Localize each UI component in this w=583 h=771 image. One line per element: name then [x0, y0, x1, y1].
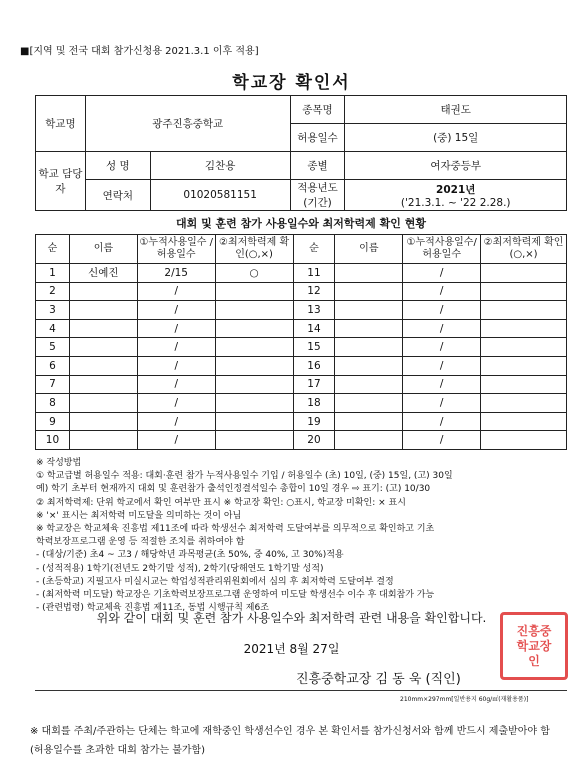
- cell-check2: [481, 431, 567, 450]
- cell-check2: [481, 264, 567, 283]
- cell-name2: [335, 431, 403, 450]
- cell-days: /: [137, 394, 215, 413]
- cell-days2: /: [403, 264, 481, 283]
- usage-rows: [36, 264, 567, 450]
- guide-line: ※ 학교장은 학교체육 진흥법 제11조에 따라 학생선수 최저학력 도달여부를 의무적으로 확인하고 기초: [36, 524, 435, 535]
- cell-days: /: [137, 431, 215, 450]
- cell-check: [215, 301, 293, 320]
- cell-check: [215, 282, 293, 301]
- cell-no2: 15: [293, 338, 335, 357]
- cell-name2: [335, 301, 403, 320]
- cell-name2: [335, 412, 403, 431]
- cell-days2: /: [403, 394, 481, 413]
- guide-line: ② 최저학력제: 단위 학교에서 확인 여부만 표시 ※ 학교장 확인: ○표시, 학교장 미확인: × 표시: [36, 497, 406, 508]
- apply-year-value: 2021년: [436, 183, 476, 196]
- cell-no2: 17: [293, 375, 335, 394]
- cell-name: [69, 338, 137, 357]
- school-value: 광주진흥중학교: [85, 96, 290, 152]
- cell-name: [69, 356, 137, 375]
- cell-check: ○: [215, 264, 293, 283]
- cell-check: [215, 394, 293, 413]
- guide-line: - (최저학력 미도달) 학교장은 기초학력보장프로그램 운영하여 미도달 학생선수 이수 후 대회참가 가능: [36, 590, 435, 601]
- cell-days2: /: [403, 282, 481, 301]
- cell-no2: 16: [293, 356, 335, 375]
- cell-check2: [481, 375, 567, 394]
- table-row: [36, 338, 567, 357]
- guide-line: 예) 학기 초부터 현재까지 대회 및 훈련참가 출석인정결석일수 총합이 10일 경우 ⇨ 표기: (고) 10/30: [36, 484, 431, 495]
- cell-name2: [335, 394, 403, 413]
- cell-check2: [481, 282, 567, 301]
- cell-days: /: [137, 375, 215, 394]
- allowed-days-label: 허용일수: [290, 124, 345, 152]
- guide-line: - (성적적용) 1학기(전년도 2학기말 성적), 2학기(당해연도 1학기말 성적): [36, 563, 324, 574]
- paper-spec: 210mm×297mm[일반용지 60g/㎡(재활용품)]: [400, 696, 529, 703]
- cell-name2: [335, 319, 403, 338]
- cell-no: 1: [36, 264, 70, 283]
- cell-days: /: [137, 338, 215, 357]
- cell-check: [215, 431, 293, 450]
- cell-check2: [481, 394, 567, 413]
- header-no: 순: [36, 235, 70, 264]
- cell-name: 신예진: [69, 264, 137, 283]
- name-value: 김찬용: [150, 152, 290, 180]
- category-value: 여자중등부: [345, 152, 567, 180]
- cell-no: 5: [36, 338, 70, 357]
- guide-line: ※ 작성방법: [36, 458, 82, 468]
- event-label: 종목명: [290, 96, 345, 124]
- cell-days2: /: [403, 431, 481, 450]
- cell-days: /: [137, 319, 215, 338]
- guide-line: ※ '×' 표시는 최저학력 미도달을 의미하는 것이 아님: [36, 510, 242, 521]
- header-name: 이름: [69, 235, 137, 264]
- cell-no: 2: [36, 282, 70, 301]
- official-seal: [500, 612, 568, 680]
- cell-check2: [481, 338, 567, 357]
- cell-days: /: [137, 356, 215, 375]
- cell-check2: [481, 319, 567, 338]
- cell-no: 3: [36, 301, 70, 320]
- guide-line: 학력보장프로그램 운영 등 적절한 조치를 취하여야 함: [36, 537, 245, 548]
- cell-no2: 18: [293, 394, 335, 413]
- guide-line: - (초등학교) 지필고사 미실시교는 학업성적관리위원회에서 심의 후 최저학력 도달여부 결정: [36, 576, 394, 587]
- divider: [35, 690, 567, 691]
- table-row: [36, 394, 567, 413]
- cell-name: [69, 375, 137, 394]
- cell-days2: /: [403, 319, 481, 338]
- cell-no2: 11: [293, 264, 335, 283]
- cell-name2: [335, 375, 403, 394]
- cell-days2: /: [403, 338, 481, 357]
- cell-check2: [481, 412, 567, 431]
- table-row: [36, 319, 567, 338]
- top-note: ■[지역 및 전국 대회 참가신청용 2021.3.1 이후 적용]: [20, 46, 259, 57]
- cell-days2: /: [403, 375, 481, 394]
- confirm-date: 2021년 8월 27일: [243, 642, 340, 656]
- cell-no2: 19: [293, 412, 335, 431]
- category-label: 종별: [290, 152, 345, 180]
- cell-name: [69, 319, 137, 338]
- document-title: 학교장 확인서: [232, 73, 351, 93]
- cell-no: 10: [36, 431, 70, 450]
- cell-days2: /: [403, 301, 481, 320]
- table-row: [36, 301, 567, 320]
- header-check2: ②최저학력제 확인(○,×): [481, 235, 567, 264]
- apply-year-cell: [345, 180, 567, 211]
- cell-name2: [335, 282, 403, 301]
- cell-name2: [335, 338, 403, 357]
- writing-guide: [36, 457, 566, 615]
- cell-check: [215, 356, 293, 375]
- school-label: 학교명: [36, 96, 86, 152]
- cell-no: 4: [36, 319, 70, 338]
- apply-period-value: ('21.3.1. ~ '22 2.28.): [400, 196, 511, 209]
- cell-check: [215, 375, 293, 394]
- cell-check2: [481, 356, 567, 375]
- header-days: ①누적사용일수 /허용일수: [137, 235, 215, 264]
- table-row: [36, 282, 567, 301]
- cell-no: 9: [36, 412, 70, 431]
- cell-no2: 14: [293, 319, 335, 338]
- confirm-statement: 위와 같이 대회 및 훈련 참가 사용일수와 최저학력 관련 내용을 확인합니다.: [96, 611, 487, 625]
- allowed-days-value: (중) 15일: [345, 124, 567, 152]
- cell-name: [69, 394, 137, 413]
- cell-days: 2/15: [137, 264, 215, 283]
- header-days2: ①누적사용일수/ 허용일수: [403, 235, 481, 264]
- school-info-table: [35, 95, 567, 211]
- cell-no: 8: [36, 394, 70, 413]
- cell-days2: /: [403, 412, 481, 431]
- cell-days2: /: [403, 356, 481, 375]
- cell-name: [69, 301, 137, 320]
- cell-check: [215, 412, 293, 431]
- header-no2: 순: [293, 235, 335, 264]
- table-row: [36, 264, 567, 283]
- event-value: 태권도: [345, 96, 567, 124]
- cell-days: /: [137, 282, 215, 301]
- footer-note: ※ 대회를 주최/주관하는 단체는 학교에 재학중인 학생선수인 경우 본 확인서를 참가신청서와 함께 반드시 제출받아야 함(허용일수를 초과한 대회 참가는 불가함): [30, 726, 550, 756]
- header-check: ②최저학력제 확인(○,×): [215, 235, 293, 264]
- seal-text: 진흥중학교장인: [516, 623, 552, 668]
- cell-name: [69, 412, 137, 431]
- cell-days: /: [137, 301, 215, 320]
- cell-check: [215, 338, 293, 357]
- principal-signature: 진흥중학교장 김 동 욱 (직인): [296, 672, 461, 687]
- guide-line: - (대상/기준) 초4 ~ 고3 / 해당학년 과목평균(초 50%, 중 40%, 고 30%)적용: [36, 550, 344, 561]
- table-row: [36, 431, 567, 450]
- name-label: 성 명: [85, 152, 150, 180]
- cell-name: [69, 282, 137, 301]
- cell-no2: 13: [293, 301, 335, 320]
- cell-name2: [335, 356, 403, 375]
- cell-no: 7: [36, 375, 70, 394]
- guide-line: ① 학교급별 허용일수 적용: 대회·훈련 참가 누적사용일수 기입 / 허용일수 (초) 10일, (중) 15일, (고) 30일: [36, 471, 453, 482]
- table-row: [36, 412, 567, 431]
- cell-no2: 12: [293, 282, 335, 301]
- cell-no: 6: [36, 356, 70, 375]
- table-row: [36, 375, 567, 394]
- table-row: [36, 356, 567, 375]
- usage-table: [35, 234, 567, 450]
- cell-days: /: [137, 412, 215, 431]
- header-name2: 이름: [335, 235, 403, 264]
- cell-name2: [335, 264, 403, 283]
- cell-name: [69, 431, 137, 450]
- guide-line: - (관련법령) 학교체육 진흥법 제11조, 동법 시행규칙 제6조: [36, 603, 269, 614]
- manager-label: 학교 담당자: [36, 152, 86, 211]
- contact-label: 연락처: [85, 180, 150, 211]
- cell-check: [215, 319, 293, 338]
- contact-value: 01020581151: [150, 180, 290, 211]
- usage-title: 대회 및 훈련 참가 사용일수와 최저학력제 확인 현황: [176, 217, 426, 230]
- apply-year-label: 적용년도 (기간): [290, 180, 345, 211]
- cell-check2: [481, 301, 567, 320]
- cell-no2: 20: [293, 431, 335, 450]
